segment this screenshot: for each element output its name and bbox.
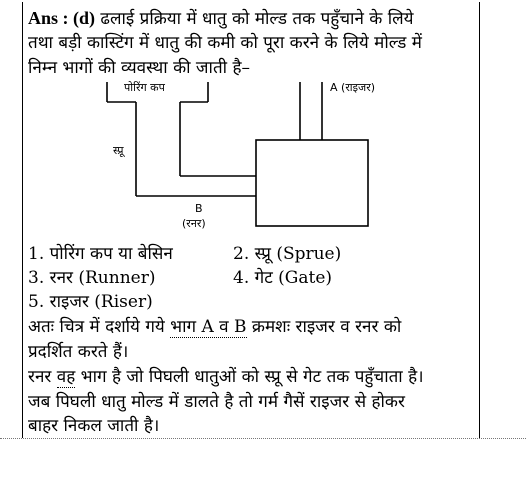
explanation-line-3-pre: रनर [28,367,57,387]
part-item-5: 5. राइजर (Riser) [28,292,153,312]
pouring-cup-label: पोरिंग कप [124,81,165,94]
paragraph-line-1-text: ढलाई प्रक्रिया में धातु को मोल्ड तक पहुँचाने के लिये [95,9,414,29]
casting-diagram [0,74,526,234]
riser-label: A (राइजर) [330,81,376,94]
explanation-line-1-post: क्रमशः राइजर व रनर को [246,317,402,337]
paragraph-line-2: तथा बड़ी कास्टिंग में धातु की कमी को पूरा करने के लिये मोल्ड में [28,33,422,53]
part-item-2: 2. स्प्रू (Sprue) [233,244,342,264]
bottom-divider [0,438,526,439]
explanation-line-1 [28,315,401,339]
part-item-3: 3. रनर (Runner) [28,268,156,288]
paragraph-line-3: निम्न भागों की व्यवस्था की जाती है– [28,58,250,78]
word-underlined: वह [56,367,76,387]
part-item-4: 4. गेट (Gate) [233,268,333,288]
explanation-line-3-post: भाग है जो पिघली धातुओं को स्प्रू से गेट तक पहुँचाता है। [75,367,424,387]
explanation-line-5: बाहर निकल जाती है। [28,416,160,436]
mould-cavity [256,140,368,226]
runner-label: (रनर) [182,217,206,230]
casting-diagram-lines [107,82,368,226]
answer-label: Ans : (d) [28,8,96,28]
runner-letter-label: B [195,202,203,215]
explanation-line-2: प्रदर्शित करते हैं। [28,342,129,362]
explanation-line-1-pre: अतः चित्र में दर्शाये गये [28,317,171,337]
explanation-line-4: जब पिघली धातु मोल्ड में डालते है तो गर्म गैसें राइजर से होकर [28,392,405,412]
part-item-1: 1. पोरिंग कप या बेसिन [28,244,173,264]
paragraph-line-1 [28,6,414,31]
explanation-line-3 [28,365,424,389]
sprue-label: स्प्रू [113,144,124,157]
parts-a-b-underlined: भाग A व B [170,317,247,337]
